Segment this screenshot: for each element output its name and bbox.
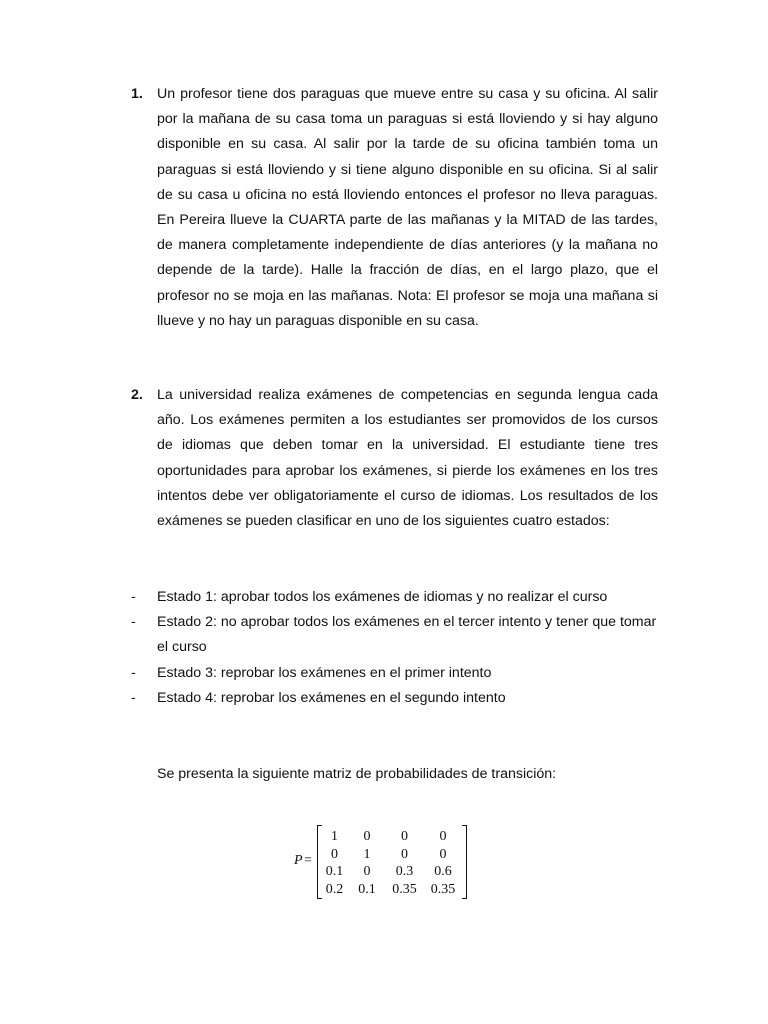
problem-text: Un profesor tiene dos paraguas que mueve entre su casa y su oficina. Al salir por la mañana de su casa toma un paraguas si está lloviendo y si hay alguno disponible en su casa. Al salir por la tarde de su oficina también toma un paraguas si está lloviendo y si tiene alguno disponible en su oficina. Si al salir de su casa u oficina no está lloviendo entonces el profesor no lleva paraguas. En Pereira llueve la CUARTA parte de las mañanas y la MITAD de las tardes, de manera completamente independiente de días anteriores (y la mañana no depende de la tarde). Halle la fracción de días, en el largo plazo, que el profesor no se moja en las mañanas. Nota: El profesor se moja una mañana si llueve y no hay un paraguas disponible en su casa. — [157, 86, 658, 329]
problem-1 — [131, 82, 658, 334]
bullet-dash: - — [131, 689, 136, 706]
matrix-cell: 0 — [363, 829, 371, 844]
matrix-row — [320, 846, 462, 864]
matrix-cell: 0 — [363, 864, 371, 879]
matrix-cell: 0.35 — [392, 881, 417, 897]
state-text: Estado 3: reprobar los exámenes en el primer intento — [157, 664, 492, 681]
bullet-dash: - — [131, 664, 136, 681]
list-item — [131, 661, 671, 686]
matrix-cell: 0.3 — [395, 864, 414, 879]
list-item — [131, 585, 671, 610]
list-item — [131, 686, 671, 711]
matrix-cell: 1 — [331, 829, 338, 844]
problem-number: 2. — [131, 387, 143, 403]
matrix-cell: 0 — [439, 846, 447, 862]
problem-number: 1. — [131, 86, 143, 102]
matrix-row — [320, 828, 462, 846]
equals-sign: = — [304, 853, 312, 868]
matrix-row — [320, 881, 462, 899]
matrix-cell: 1 — [363, 846, 371, 862]
state-text: Estado 4: reprobar los exámenes en el segundo intento — [157, 689, 506, 706]
matrix-row — [320, 863, 462, 881]
problem-text: La universidad realiza exámenes de competencias en segunda lengua cada año. Los exámenes permiten a los estudiantes ser promovidos de los cursos de idiomas que deben tomar en la universidad. El estudiante tiene tres oportunidades para aprobar los exámenes, si pierde los exámenes en los tres intentos debe ver obligatoriamente el curso de idiomas. Los resultados de los exámenes se pueden clasificar en uno de los siguientes cuatro estados: — [157, 387, 658, 530]
state-text: Estado 1: aprobar todos los exámenes de idiomas y no realizar el curso — [157, 589, 608, 605]
transition-matrix — [294, 824, 474, 900]
state-text: Estado 2: no aprobar todos los exámenes en el tercer intento y tener que tomar el curso — [157, 614, 657, 656]
matrix-cell: 0.1 — [325, 864, 344, 879]
state-list — [131, 585, 671, 711]
matrix-label: P — [294, 853, 303, 868]
matrix-grid — [320, 828, 462, 898]
matrix-cell: 0 — [439, 829, 447, 844]
right-bracket — [462, 825, 467, 899]
matrix-intro: Se presenta la siguiente matriz de probabilidades de transición: — [157, 766, 557, 782]
matrix-cell: 0 — [331, 846, 338, 862]
matrix-cell: 0.35 — [430, 881, 456, 897]
matrix-cell: 0 — [401, 829, 408, 844]
problem-2 — [131, 383, 658, 534]
matrix-cell: 0.6 — [434, 864, 452, 879]
matrix-cell: 0.1 — [358, 881, 376, 897]
bullet-dash: - — [131, 614, 136, 631]
matrix-cell: 0 — [401, 846, 408, 862]
bullet-dash: - — [131, 589, 136, 605]
matrix-cell: 0.2 — [325, 881, 344, 897]
list-item — [131, 610, 671, 660]
